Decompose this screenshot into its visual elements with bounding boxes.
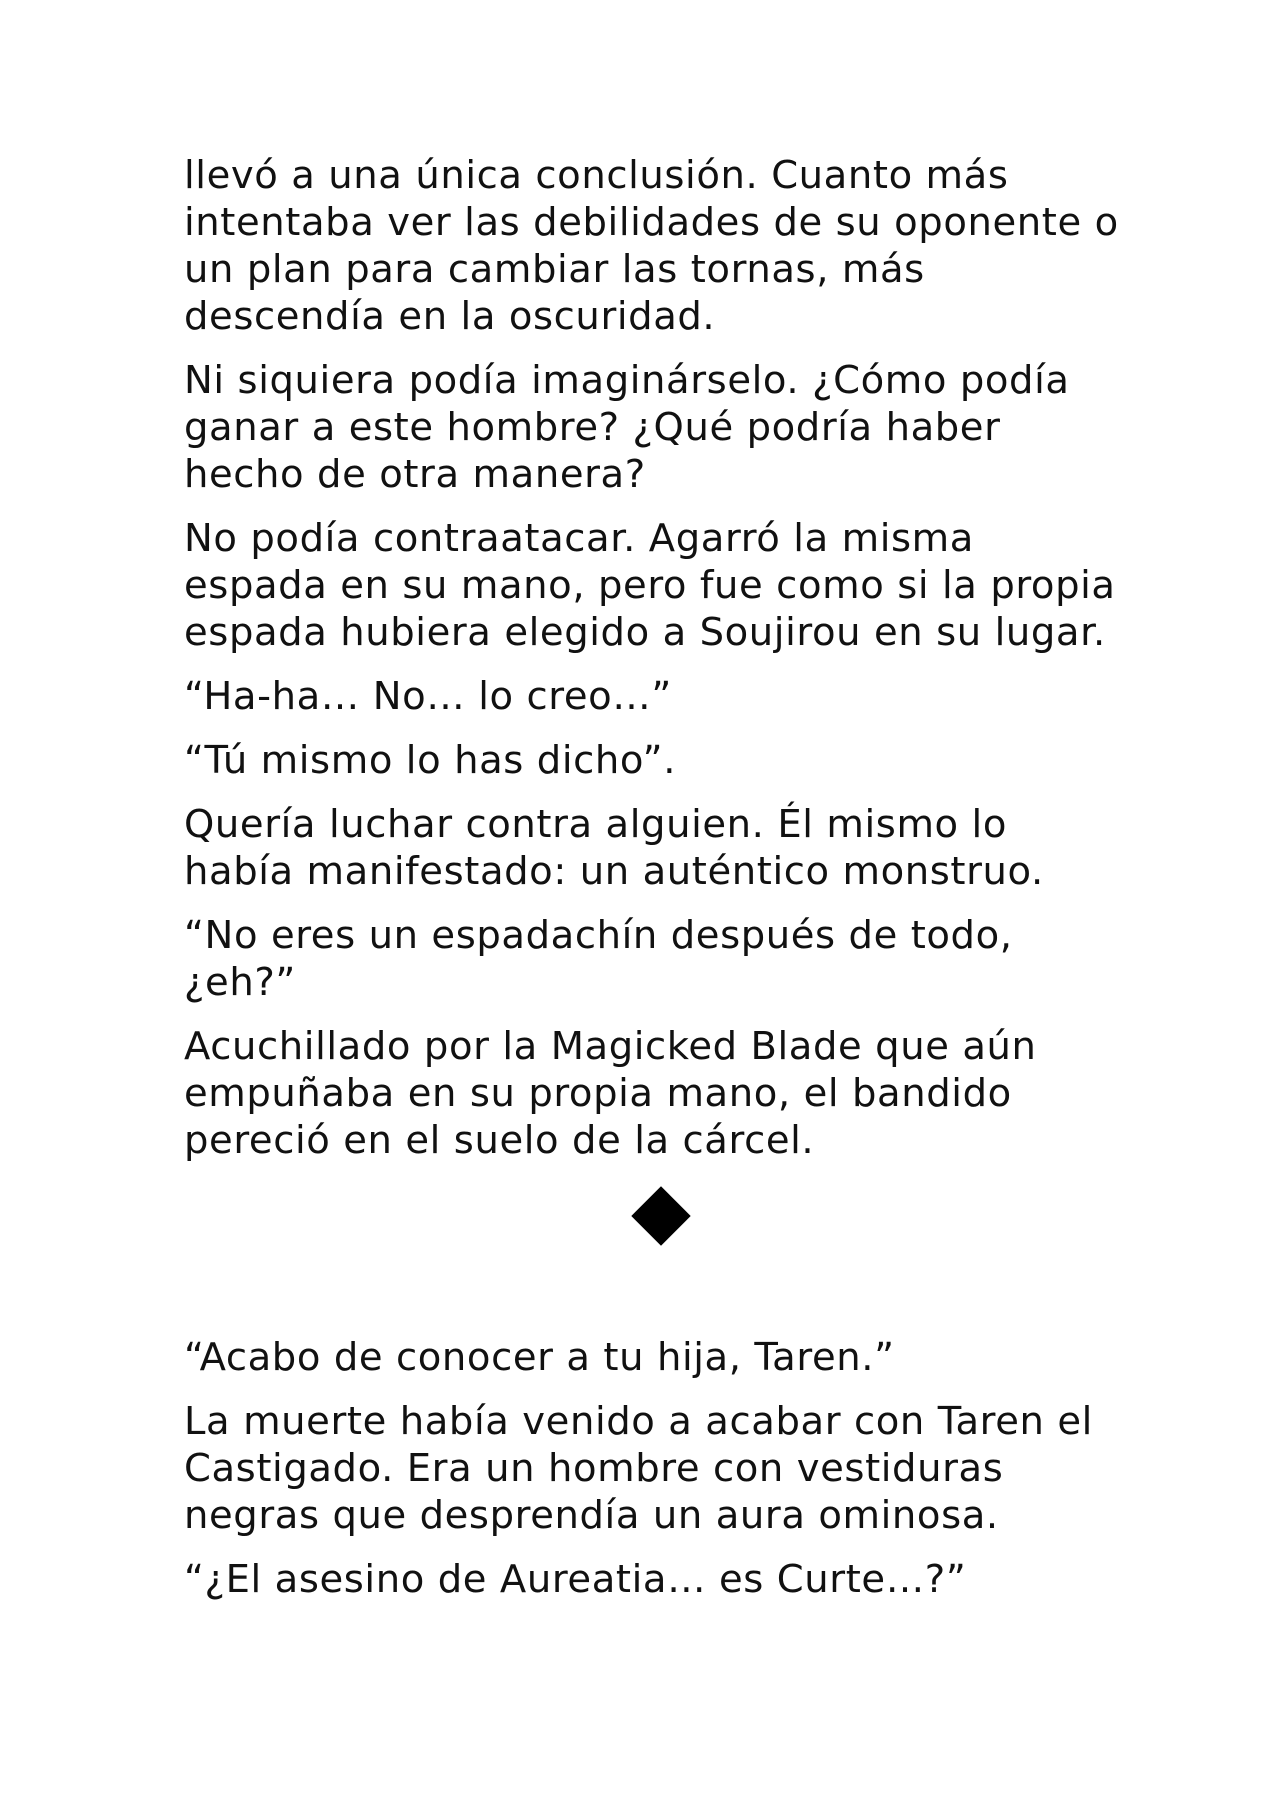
dialogue-line: “Acabo de conocer a tu hija, Taren.” [184,1335,895,1380]
dialogue-line: “¿El asesino de Aureatia… es Curte…?” [184,1557,967,1602]
section-separator [184,1181,1124,1309]
paragraph: Ni siquiera podía imaginárselo. ¿Cómo podía ganar a este hombre? ¿Qué podría haber hecho de otra manera? [184,358,1070,497]
paragraph: La muerte había venido a acabar con Taren el Castigado. Era un hombre con vestiduras negras que desprendía un aura ominosa. [184,1399,1093,1538]
paragraph: Acuchillado por la Magicked Blade que aún empuñaba en su propia mano, el bandido pereció en el suelo de la cárcel. [184,1024,1037,1163]
paragraph: Quería luchar contra alguien. Él mismo lo había manifestado: un auténtico monstruo. [184,802,1044,894]
dialogue-line: “Ha-ha… No… lo creo…” [184,674,672,719]
dialogue-line: “No eres un espadachín después de todo, ¿eh?” [184,913,1013,1005]
diamond-icon [631,1186,690,1245]
paragraph: No podía contraatacar. Agarró la misma espada en su mano, pero fue como si la propia espada hubiera elegido a Soujirou en su lugar. [184,516,1116,655]
document-page [184,152,1124,1620]
paragraph: llevó a una única conclusión. Cuanto más intentaba ver las debilidades de su oponente o un plan para cambiar las tornas, más descendía en la oscuridad. [184,153,1119,339]
dialogue-line: “Tú mismo lo has dicho”. [184,738,677,783]
